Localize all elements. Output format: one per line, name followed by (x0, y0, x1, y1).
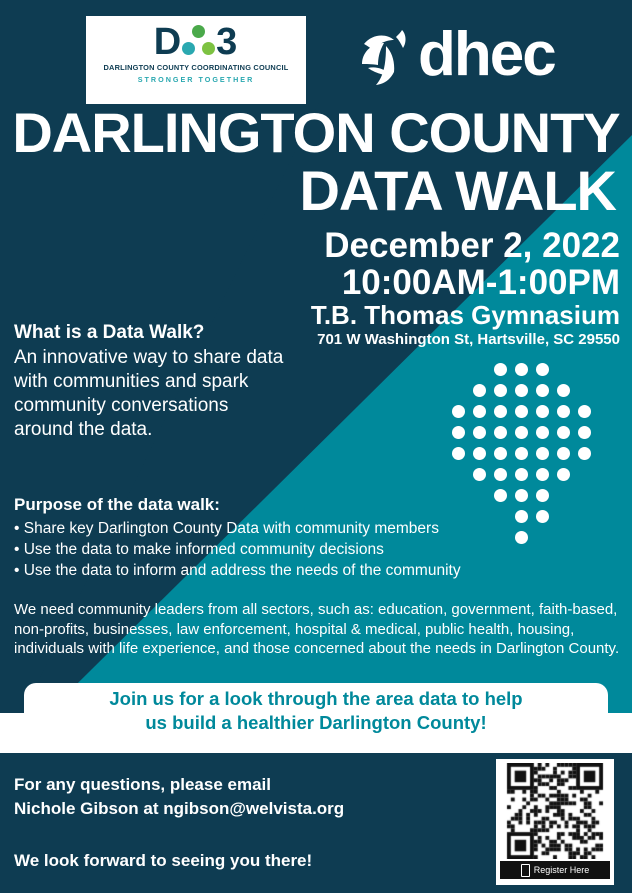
closing-line: We look forward to seeing you there! (14, 851, 313, 870)
dhec-wordmark: dhec (418, 20, 555, 89)
callout-line-2: us build a healthier Darlington County! (145, 712, 487, 733)
headline-line-1: DARLINGTON COUNTY (12, 101, 620, 164)
event-time: 10:00AM-1:00PM (341, 263, 620, 302)
contact-line-2: Nichole Gibson at ngibson@welvista.org (14, 799, 345, 818)
logo-band (0, 8, 632, 104)
qr-code-block[interactable] (496, 759, 614, 885)
qr-code-image[interactable] (500, 763, 610, 859)
purpose-list (14, 518, 614, 581)
callout-text (109, 687, 522, 735)
callout-line-1: Join us for a look through the area data to help (109, 688, 523, 709)
callout-banner (24, 683, 608, 739)
dc3-dots-icon (182, 25, 216, 59)
list-item: • Share key Darlington County Data with community members (14, 518, 614, 539)
dc3-mark-d: D (153, 21, 183, 63)
phone-icon (521, 864, 530, 877)
contact-line-1: For any questions, please email (14, 775, 271, 794)
community-leaders-paragraph: We need community leaders from all sectors, such as: education, government, faith-based, non-profits, businesses, law enforcement, hospital & medical, public health, housing, individuals with life experience, and those concerned about the needs in Darlington County. (14, 601, 620, 657)
dc3-logo-name: DARLINGTON COUNTY COORDINATING COUNCIL (103, 63, 289, 72)
dc3-logo (86, 16, 306, 104)
what-is-body: An innovative way to share data with communities and spark community conversations around the data. (14, 347, 284, 440)
event-date: December 2, 2022 (324, 226, 620, 265)
event-venue: T.B. Thomas Gymnasium (310, 300, 620, 330)
dhec-logo (356, 22, 596, 98)
qr-code-label (500, 861, 610, 879)
dc3-mark-3: 3 (216, 21, 239, 63)
headline-line-2: DATA WALK (299, 159, 616, 222)
contact-block (14, 773, 444, 821)
dhec-palmetto-icon (356, 24, 418, 88)
event-address: 701 W Washington St, Hartsville, SC 29550 (317, 331, 620, 348)
page-title (0, 101, 632, 222)
dc3-logo-tagline: STRONGER TOGETHER (137, 75, 255, 84)
list-item: • Use the data to make informed community decisions (14, 539, 614, 560)
qr-label-text: Register Here (533, 865, 590, 875)
list-item: • Use the data to inform and address the needs of the community (14, 560, 614, 581)
dc3-logo-mark (154, 22, 239, 62)
purpose-heading: Purpose of the data walk: (14, 495, 220, 514)
what-is-heading: What is a Data Walk? (14, 322, 205, 343)
